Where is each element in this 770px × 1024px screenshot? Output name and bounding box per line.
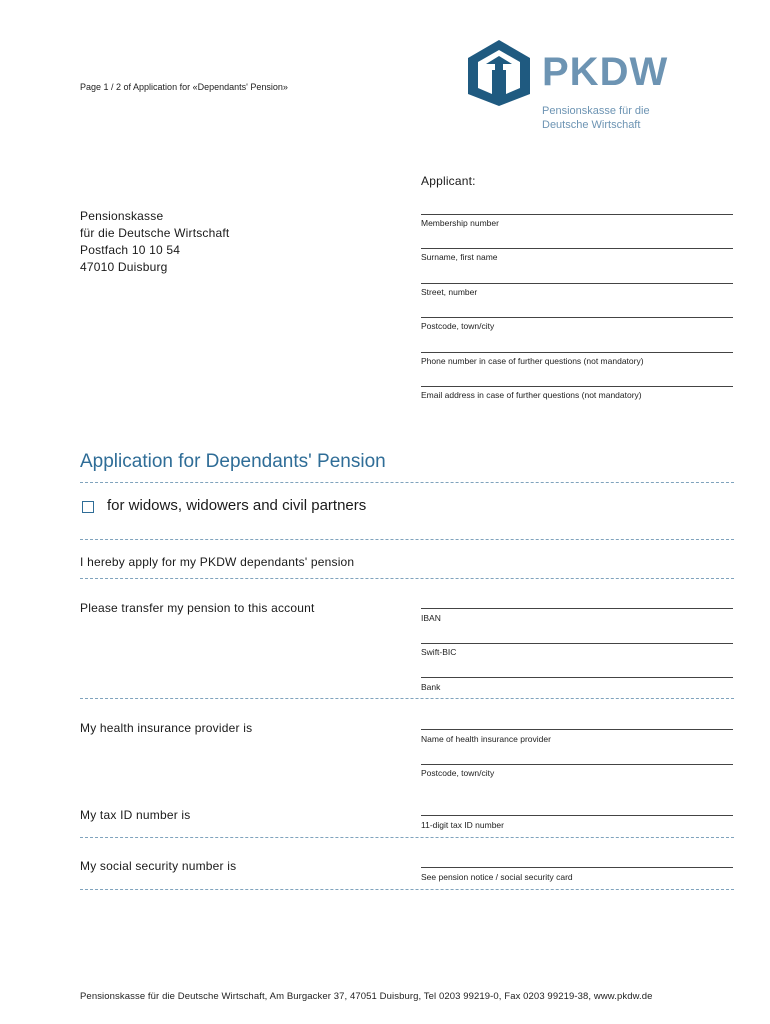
widows-checkbox[interactable] — [82, 501, 94, 513]
surname-input[interactable] — [421, 248, 733, 249]
bank-label: Bank — [421, 682, 441, 692]
form-title: Application for Dependants' Pension — [80, 451, 386, 472]
ssn-input[interactable] — [421, 867, 733, 868]
house-logo-icon — [466, 38, 532, 108]
widows-checkbox-label: for widows, widowers and civil partners — [107, 497, 367, 514]
apply-statement: I hereby apply for my PKDW dependants' pension — [80, 555, 355, 569]
recipient-line-3: Postfach 10 10 54 — [80, 243, 181, 257]
divider — [80, 482, 734, 483]
footer-address: Pensionskasse für die Deutsche Wirtschaft, Am Burgacker 37, 47051 Duisburg, Tel 0203 99219-0, Fax 0203 99219-38, www.pkdw.de — [80, 991, 653, 1002]
swift-bic-label: Swift-BIC — [421, 647, 457, 657]
phone-label: Phone number in case of further questions (not mandatory) — [421, 356, 644, 366]
email-label: Email address in case of further questions (not mandatory) — [421, 390, 642, 400]
tax-id-label: My tax ID number is — [80, 808, 191, 822]
divider — [80, 837, 734, 838]
postcode-input[interactable] — [421, 317, 733, 318]
health-insurance-name-label: Name of health insurance provider — [421, 734, 551, 744]
recipient-address — [80, 208, 229, 276]
recipient-line-2: für die Deutsche Wirtschaft — [80, 226, 230, 240]
health-postcode-label: Postcode, town/city — [421, 768, 495, 778]
tax-id-input[interactable] — [421, 815, 733, 816]
divider — [80, 539, 734, 540]
health-insurance-label: My health insurance provider is — [80, 721, 253, 735]
ssn-label: My social security number is — [80, 859, 237, 873]
street-input[interactable] — [421, 283, 733, 284]
bank-input[interactable] — [421, 677, 733, 678]
street-label: Street, number — [421, 287, 478, 297]
logo-subtitle-1: Pensionskasse für die — [542, 105, 650, 117]
pkdw-logo-mark — [466, 38, 538, 108]
surname-label: Surname, first name — [421, 252, 498, 262]
divider — [80, 578, 734, 579]
email-input[interactable] — [421, 386, 733, 387]
divider — [80, 698, 734, 699]
recipient-line-1: Pensionskasse — [80, 209, 164, 223]
health-postcode-input[interactable] — [421, 764, 733, 765]
ssn-hint: See pension notice / social security card — [421, 872, 573, 882]
divider — [80, 889, 734, 890]
health-insurance-name-input[interactable] — [421, 729, 733, 730]
page-label: Page 1 / 2 of Application for «Dependants' Pension» — [80, 82, 288, 92]
logo-subtitle-2: Deutsche Wirtschaft — [542, 119, 641, 131]
membership-number-input[interactable] — [421, 214, 733, 215]
phone-input[interactable] — [421, 352, 733, 353]
tax-id-hint: 11-digit tax ID number — [421, 820, 504, 830]
applicant-heading: Applicant: — [421, 174, 476, 188]
membership-number-label: Membership number — [421, 218, 499, 228]
recipient-line-4: 47010 Duisburg — [80, 260, 168, 274]
iban-input[interactable] — [421, 608, 733, 609]
transfer-label: Please transfer my pension to this account — [80, 601, 315, 615]
postcode-label: Postcode, town/city — [421, 321, 495, 331]
logo-wordmark: PKDW — [542, 50, 669, 94]
swift-bic-input[interactable] — [421, 643, 733, 644]
iban-label: IBAN — [421, 613, 441, 623]
